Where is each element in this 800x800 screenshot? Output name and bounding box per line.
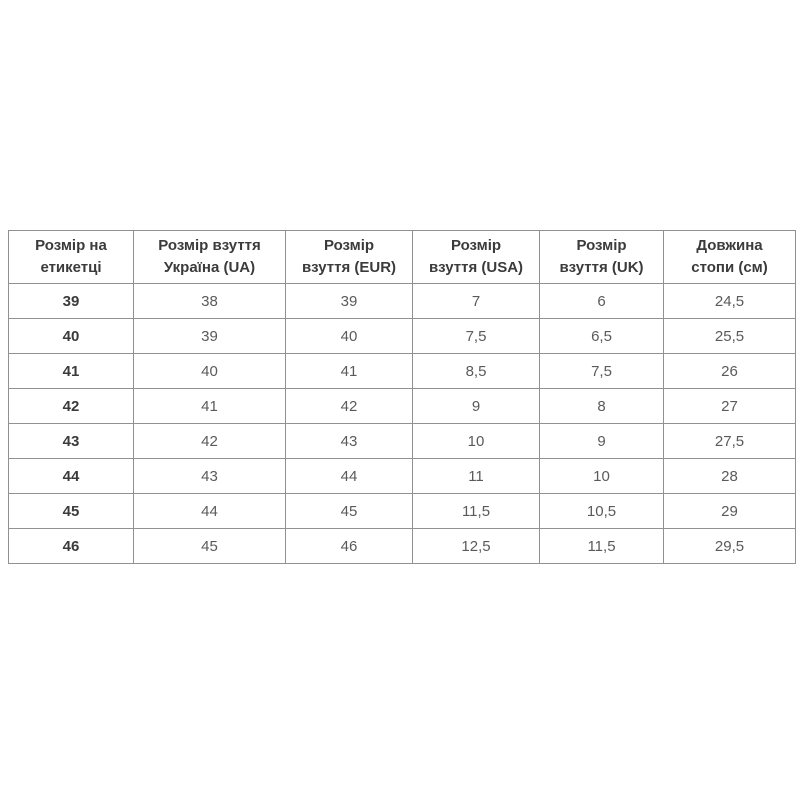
column-header-label-size xyxy=(9,231,134,284)
table-cell: 39 xyxy=(286,284,413,319)
table-row xyxy=(9,319,796,354)
column-header-line: Розмір на xyxy=(35,237,107,255)
table-cell: 38 xyxy=(134,284,286,319)
table-cell: 46 xyxy=(286,529,413,564)
size-label-cell: 41 xyxy=(9,354,134,389)
table-cell: 9 xyxy=(413,389,540,424)
column-header-line: взуття (UK) xyxy=(559,259,644,276)
table-cell: 29 xyxy=(664,494,796,529)
table-cell: 7 xyxy=(413,284,540,319)
column-header-line: стопи (см) xyxy=(691,259,768,276)
column-header-line: Розмір xyxy=(576,237,627,255)
size-label-cell: 40 xyxy=(9,319,134,354)
table-cell: 10 xyxy=(413,424,540,459)
table-cell: 44 xyxy=(134,494,286,529)
column-header-line: Розмір xyxy=(450,237,502,255)
table-cell: 39 xyxy=(134,319,286,354)
column-header-line: Розмір взуття xyxy=(158,237,261,255)
table-cell: 25,5 xyxy=(664,319,796,354)
column-header-line: Розмір xyxy=(323,237,375,255)
table-cell: 26 xyxy=(664,354,796,389)
column-header-usa-size xyxy=(413,231,540,284)
table-row xyxy=(9,389,796,424)
table-cell: 40 xyxy=(134,354,286,389)
size-label-cell: 44 xyxy=(9,459,134,494)
table-cell: 11,5 xyxy=(413,494,540,529)
table-cell: 7,5 xyxy=(413,319,540,354)
table-row xyxy=(9,424,796,459)
column-header-ua-size xyxy=(134,231,286,284)
table-cell: 9 xyxy=(540,424,664,459)
table-cell: 11 xyxy=(413,459,540,494)
size-conversion-table-container xyxy=(8,230,796,564)
table-row xyxy=(9,459,796,494)
table-cell: 40 xyxy=(286,319,413,354)
table-cell: 43 xyxy=(134,459,286,494)
size-label-cell: 43 xyxy=(9,424,134,459)
column-header-uk-size xyxy=(540,231,664,284)
column-header-foot-length xyxy=(664,231,796,284)
table-cell: 12,5 xyxy=(413,529,540,564)
table-cell: 41 xyxy=(134,389,286,424)
column-header-line: взуття (USA) xyxy=(428,259,524,276)
table-row xyxy=(9,494,796,529)
table-cell: 29,5 xyxy=(664,529,796,564)
table-cell: 6 xyxy=(540,284,664,319)
table-cell: 42 xyxy=(286,389,413,424)
table-cell: 27 xyxy=(664,389,796,424)
table-cell: 45 xyxy=(134,529,286,564)
table-row xyxy=(9,284,796,319)
column-header-line: Україна (UA) xyxy=(163,259,256,276)
size-conversion-table xyxy=(8,230,796,564)
table-cell: 10,5 xyxy=(540,494,664,529)
table-cell: 11,5 xyxy=(540,529,664,564)
table-cell: 8,5 xyxy=(413,354,540,389)
column-header-line: Довжина xyxy=(696,237,763,255)
table-cell: 8 xyxy=(540,389,664,424)
table-cell: 24,5 xyxy=(664,284,796,319)
table-row xyxy=(9,354,796,389)
size-label-cell: 42 xyxy=(9,389,134,424)
table-cell: 10 xyxy=(540,459,664,494)
column-header-line: взуття (EUR) xyxy=(301,259,397,276)
table-cell: 41 xyxy=(286,354,413,389)
table-cell: 45 xyxy=(286,494,413,529)
table-cell: 44 xyxy=(286,459,413,494)
column-header-eur-size xyxy=(286,231,413,284)
size-label-cell: 45 xyxy=(9,494,134,529)
table-cell: 6,5 xyxy=(540,319,664,354)
table-cell: 7,5 xyxy=(540,354,664,389)
table-row xyxy=(9,529,796,564)
table-header-row xyxy=(9,231,796,284)
table-cell: 28 xyxy=(664,459,796,494)
table-cell: 27,5 xyxy=(664,424,796,459)
column-header-line: етикетці xyxy=(40,259,102,276)
table-cell: 43 xyxy=(286,424,413,459)
table-cell: 42 xyxy=(134,424,286,459)
size-label-cell: 39 xyxy=(9,284,134,319)
size-label-cell: 46 xyxy=(9,529,134,564)
